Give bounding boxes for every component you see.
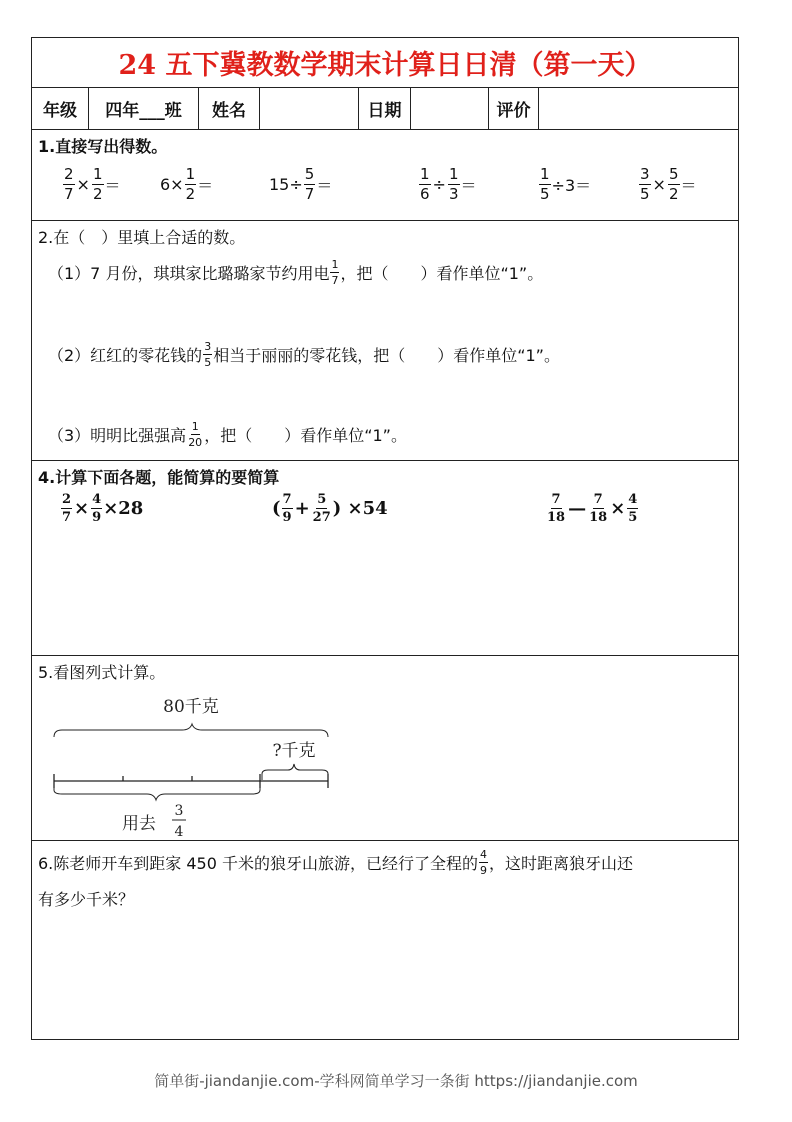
question-4-heading: 4.计算下面各题，能简算的要简算 <box>38 468 280 487</box>
segment-diagram <box>42 688 362 838</box>
question-4 <box>32 461 738 656</box>
question-5 <box>32 656 738 841</box>
q4-expression-1: $\frac{2}{7}$ × $\frac{4}{9}$ ×28 <box>62 492 144 525</box>
q6-line-2: 有多少千米？ <box>38 890 135 909</box>
footer-text: 简单街-jiandanjie.com-学科网简单学习一条街 https://jiandanjie.com <box>154 1072 638 1090</box>
question-6 <box>32 841 738 1039</box>
q1-item-5: $\frac{1}{5}$ ÷3＝ <box>540 165 592 203</box>
used-fraction-denominator: 4 <box>174 824 184 838</box>
question-1-heading: 1.直接写出得数。 <box>38 137 168 156</box>
date-field[interactable] <box>411 88 489 129</box>
q1-item-3: 15÷ $\frac{5}{7}$ ＝ <box>269 165 333 203</box>
question-2-heading: 2.在（ ）里填上合适的数。 <box>38 228 246 247</box>
name-label: 姓名 <box>199 88 260 129</box>
q2-line-1: （1）7 月份，琪琪家比璐璐家节约用电 $\frac{1}{7}$ ，把（ ）看作单位“1”。 <box>48 258 544 287</box>
class-field[interactable]: 四年___班 <box>89 88 199 129</box>
evaluation-label: 评价 <box>489 88 539 129</box>
unknown-weight-label: ?千克 <box>272 741 316 761</box>
name-field[interactable] <box>260 88 359 129</box>
q1-item-4: $\frac{1}{6}$ ÷ $\frac{1}{3}$ ＝ <box>420 165 477 203</box>
q1-item-6: $\frac{3}{5}$ × $\frac{5}{2}$ ＝ <box>640 165 697 203</box>
question-1 <box>32 130 738 221</box>
date-label: 日期 <box>359 88 411 129</box>
evaluation-field[interactable] <box>539 88 739 129</box>
q2-line-3: （3）明明比强强高 $\frac{1}{20}$ ，把（ ）看作单位“1”。 <box>48 420 407 449</box>
q1-item-1: $\frac{2}{7}$ × $\frac{1}{2}$ ＝ <box>64 165 121 203</box>
used-fraction-numerator: 3 <box>174 803 184 819</box>
q2-line-2: （2）红红的零花钱的 $\frac{3}{5}$ 相当于丽丽的零花钱，把（ ）看作单位“1”。 <box>48 340 560 369</box>
q6-line-1: 6.陈老师开车到距家 450 千米的狼牙山旅游，已经行了全程的 $\frac{4}{9}$ ，这时距离狼牙山还 <box>38 848 633 877</box>
worksheet <box>31 37 739 1040</box>
q1-item-2: 6× $\frac{1}{2}$ ＝ <box>160 165 214 203</box>
question-5-heading: 5.看图列式计算。 <box>38 663 166 682</box>
grade-label: 年级 <box>32 88 89 129</box>
worksheet-title: 24 五下冀教数学期末计算日日清（第一天） <box>32 38 738 88</box>
question-2 <box>32 221 738 461</box>
q4-expression-3: $\frac{7}{18}$ — $\frac{7}{18}$ × $\frac{4}{5}$ <box>547 492 638 525</box>
used-label: 用去 <box>122 814 156 834</box>
info-row <box>32 88 738 130</box>
q4-expression-2: ( $\frac{7}{9}$ + $\frac{5}{27}$ ) ×54 <box>272 492 388 525</box>
total-weight-label: 80千克 <box>163 697 219 717</box>
